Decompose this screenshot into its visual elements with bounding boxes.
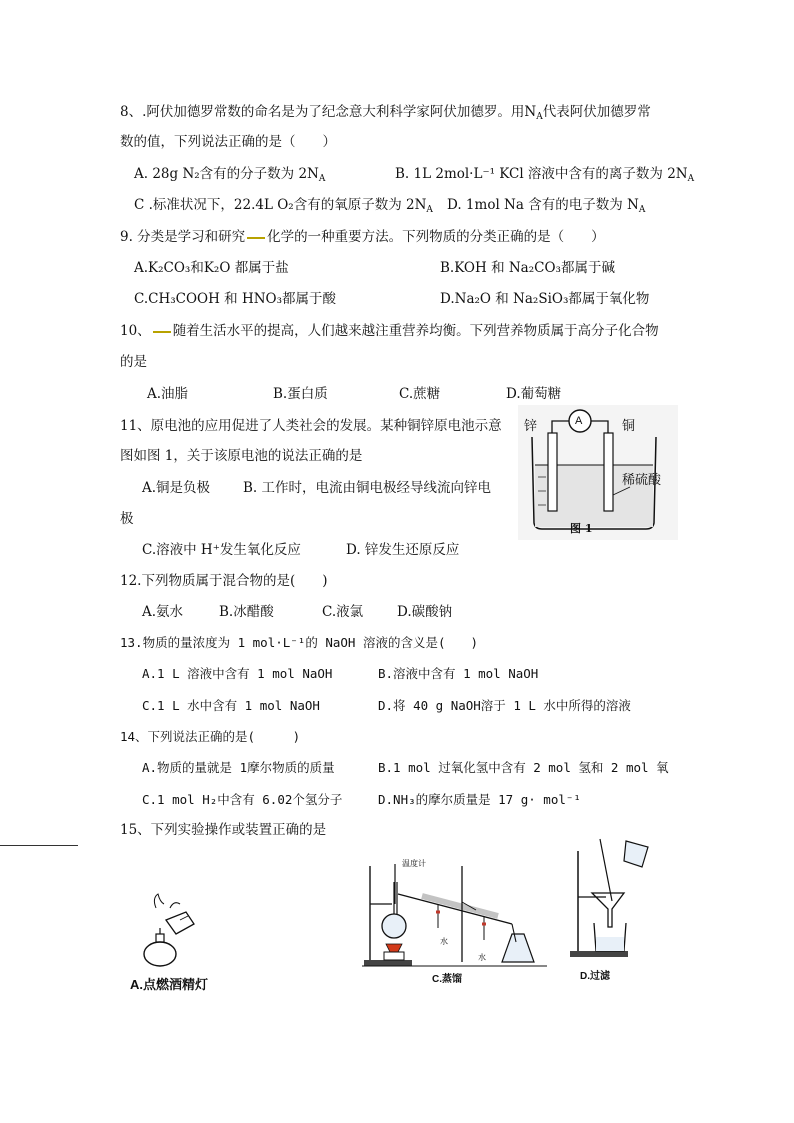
water-label-in: 水 <box>440 937 448 946</box>
q8-stem <box>120 102 651 127</box>
q10-number: 10、 <box>120 323 151 339</box>
q8-stem-cont: 数的值，下列说法正确的是（ ） <box>120 134 336 150</box>
q11-option-c: C.溶液中 H⁺发生氧化反应 <box>142 542 301 558</box>
q9-stem <box>120 227 605 247</box>
q10-stem-cont: 的是 <box>120 354 147 370</box>
q12-option-c: C.液氯 <box>322 604 364 620</box>
q13-option-d: D.将 40 g NaOH溶于 1 L 水中所得的溶液 <box>378 698 631 713</box>
acid-label: 稀硫酸 <box>622 473 662 488</box>
q8-stem-text: 8、.阿伏加德罗常数的命名是为了纪念意大利科学家阿伏加德罗。用 <box>120 104 525 120</box>
q10-option-d: D.葡萄糖 <box>506 386 562 402</box>
q14-option-a: A.物质的量就是 1摩尔物质的质量 <box>142 760 335 775</box>
q8-option-d <box>447 195 645 220</box>
filtration-diagram <box>566 835 656 965</box>
label-d: D.过滤 <box>580 971 610 982</box>
label-c: C.蒸馏 <box>432 974 462 985</box>
q11-option-b-cont: 极 <box>120 511 134 527</box>
q12-option-d: D.碳酸钠 <box>397 604 453 620</box>
q13-option-a: A.1 L 溶液中含有 1 mol NaOH <box>142 666 333 681</box>
q10-option-a: A.油脂 <box>147 386 189 402</box>
na-symbol: N <box>524 104 537 120</box>
alcohol-lamp-illustration <box>130 890 230 970</box>
q8-option-a-text: A. 28g N₂含有的分子数为 2N <box>134 166 319 182</box>
zinc-label: 锌 <box>524 419 538 434</box>
q14-option-c: C.1 mol H₂中含有 6.02个氢分子 <box>142 792 343 807</box>
q8-option-d-text: D. 1mol Na 含有的电子数为 N <box>447 197 639 213</box>
na-subscript: A <box>687 174 695 184</box>
q15-stem: 15、下列实验操作或装置正确的是 <box>120 822 327 838</box>
filtration-figure <box>566 835 656 985</box>
na-subscript: A <box>318 174 326 184</box>
galvanic-cell-figure <box>518 405 678 540</box>
q11-option-b: B. 工作时，电流由铜电极经导线流向锌电 <box>243 480 492 496</box>
q8-stem-text-2: 代表阿伏加德罗常 <box>542 104 651 120</box>
q10-option-c: C.蔗糖 <box>399 386 441 402</box>
q11-stem-cont: 图如图 1，关于该原电池的说法正确的是 <box>120 448 363 464</box>
figure-caption: 图 1 <box>570 522 593 535</box>
q8-option-c <box>134 195 433 220</box>
q9-stem-text: 9. 分类是学习和研究 <box>120 229 246 245</box>
na-subscript: A <box>638 205 646 215</box>
q12-option-b: B.冰醋酸 <box>219 604 274 620</box>
q13-stem: 13.物质的量浓度为 1 mol·L⁻¹的 NaOH 溶液的含义是( ) <box>120 635 479 650</box>
q11-option-d: D. 锌发生还原反应 <box>346 542 460 558</box>
highlight-mark <box>247 237 265 239</box>
q9-stem-text-2: 化学的一种重要方法。下列物质的分类正确的是（ ） <box>267 229 605 245</box>
na-subscript: A <box>426 205 433 215</box>
q12-stem: 12.下列物质属于混合物的是( ) <box>120 573 328 589</box>
water-label-out: 水 <box>478 953 486 962</box>
footnote-rule <box>0 845 78 846</box>
alcohol-lamp-figure <box>130 890 230 995</box>
q13-option-b: B.溶液中含有 1 mol NaOH <box>378 666 539 681</box>
highlight-mark <box>153 331 171 333</box>
q9-option-d: D.Na₂O 和 Na₂SiO₃都属于氧化物 <box>440 291 650 307</box>
q8-option-b <box>395 164 694 189</box>
q12-option-a: A.氨水 <box>142 604 184 620</box>
q9-option-a: A.K₂CO₃和K₂O 都属于盐 <box>134 260 289 276</box>
copper-electrode <box>604 433 613 511</box>
distillation-figure <box>362 852 547 987</box>
q14-stem: 14、下列说法正确的是( ) <box>120 729 301 744</box>
q8-option-a <box>134 164 325 189</box>
q11-stem: 11、原电池的应用促进了人类社会的发展。某种铜锌原电池示意 <box>120 418 502 434</box>
thermometer-label: 温度计 <box>402 859 426 868</box>
q11-option-a: A.铜是负极 <box>142 480 211 496</box>
q8-option-b-text: B. 1L 2mol·L⁻¹ KCl 溶液中含有的离子数为 2N <box>395 166 688 182</box>
q10-option-b: B.蛋白质 <box>273 386 328 402</box>
q10-stem <box>120 321 659 341</box>
distillation-diagram <box>362 852 547 970</box>
q9-option-c: C.CH₃COOH 和 HNO₃都属于酸 <box>134 291 337 307</box>
q13-option-c: C.1 L 水中含有 1 mol NaOH <box>142 698 320 713</box>
label-a: A.点燃酒精灯 <box>130 977 209 992</box>
q8-option-c-text: C .标准状况下，22.4L O₂含有的氧原子数为 2N <box>134 197 427 213</box>
q9-option-b: B.KOH 和 Na₂CO₃都属于碱 <box>440 260 615 276</box>
copper-label: 铜 <box>622 419 636 434</box>
q10-stem-text: 随着生活水平的提高，人们越来越注重营养均衡。下列营养物质属于高分子化合物 <box>172 323 659 339</box>
na-subscript: A <box>536 112 543 122</box>
q14-option-b: B.1 mol 过氧化氢中含有 2 mol 氢和 2 mol 氧 <box>378 760 669 775</box>
ammeter-label: A <box>575 415 583 427</box>
zinc-electrode <box>548 433 557 511</box>
q14-option-d: D.NH₃的摩尔质量是 17 g· mol⁻¹ <box>378 792 581 807</box>
